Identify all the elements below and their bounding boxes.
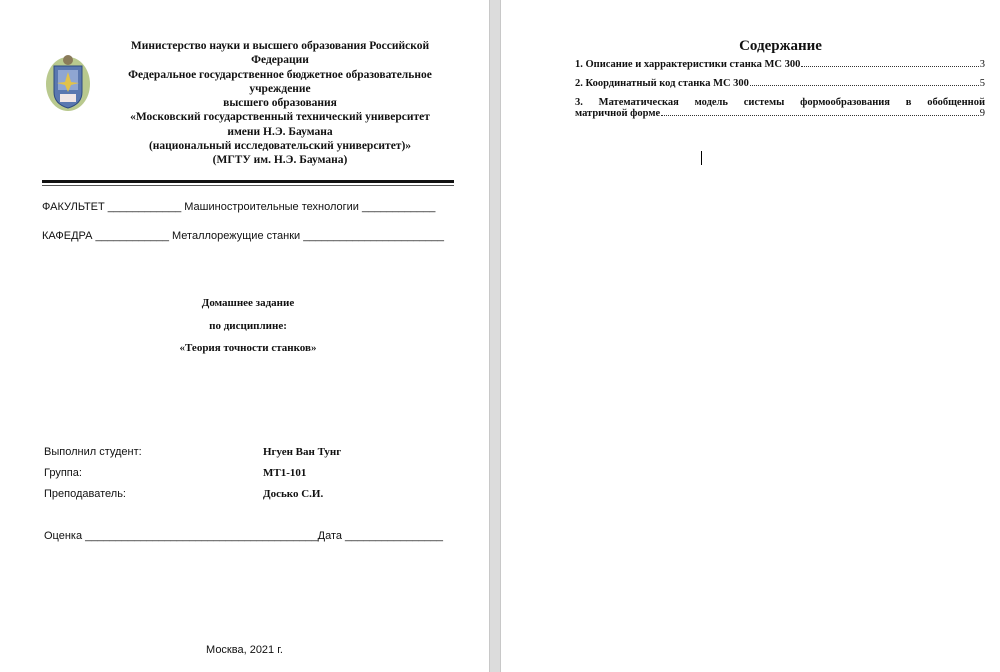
toc-entry[interactable] (575, 97, 985, 119)
grade-label: Оценка (44, 530, 83, 542)
header-line: учреждение (249, 82, 311, 95)
faculty-row: ФАКУЛЬТЕТ ____________ Машиностроительные технологии ____________ (42, 201, 436, 213)
toc-entry[interactable] (575, 59, 985, 70)
header-line: Федерации (251, 54, 309, 67)
title-page (0, 0, 489, 672)
header-line: (национальный исследовательский университет)» (148, 140, 412, 153)
department-value: Металлорежущие станки (172, 230, 301, 242)
assignment-title: Домашнее задание (201, 297, 295, 309)
student-label: Выполнил студент: (44, 446, 142, 458)
text-cursor (701, 151, 702, 165)
header-divider-thin (42, 185, 454, 186)
toc-entry-text[interactable]: 3. Математическая модель системы формообразования в обобщенной (575, 97, 985, 108)
department-label: КАФЕДРА (42, 230, 93, 242)
header-line: Федеральное государственное бюджетное образовательное (128, 68, 432, 81)
toc-page-number: 5 (979, 78, 985, 89)
contents-title: Содержание (739, 38, 822, 54)
group-value: МТ1-101 (263, 467, 307, 479)
faculty-label: ФАКУЛЬТЕТ (42, 201, 105, 213)
page-separator (489, 0, 501, 672)
toc-entry-text[interactable]: 2. Координатный код станка МС 300 (575, 78, 749, 89)
toc-page-number: 9 (979, 108, 985, 119)
university-header (110, 39, 450, 168)
bmstu-emblem-logo (45, 52, 91, 112)
header-divider (42, 180, 454, 183)
header-line: Министерство науки и высшего образования Российской (130, 40, 430, 52)
teacher-label: Преподаватель: (44, 488, 126, 500)
group-label: Группа: (44, 467, 82, 479)
department-row: КАФЕДРА ____________ Металлорежущие станки _______________________ (42, 230, 444, 242)
grade-date-row: Оценка ______________________________________Дата ________________ (44, 530, 443, 542)
student-name: Нгуен Ван Тунг (263, 446, 342, 458)
discipline-name: «Теория точности станков» (179, 342, 317, 354)
discipline-label: по дисциплине: (209, 320, 287, 332)
toc-entry-text[interactable]: 1. Описание и харрактеристики станка МС 300 (575, 59, 801, 70)
toc-entry[interactable] (575, 78, 985, 89)
header-line: имени Н.Э. Баумана (227, 125, 333, 138)
contents-page (501, 0, 1000, 672)
teacher-name: Досько С.И. (263, 488, 324, 500)
date-label: Дата (317, 530, 342, 542)
header-line: «Московский государственный технический университет (130, 111, 430, 124)
header-line: (МГТУ им. Н.Э. Баумана) (212, 154, 348, 167)
toc-page-number: 3 (979, 59, 985, 70)
faculty-value: Машиностроительные технологии (184, 201, 359, 213)
toc-entry-text-cont[interactable]: матричной форме (575, 108, 661, 119)
header-line: высшего образования (223, 97, 337, 110)
city-year: Москва, 2021 г. (206, 644, 283, 656)
